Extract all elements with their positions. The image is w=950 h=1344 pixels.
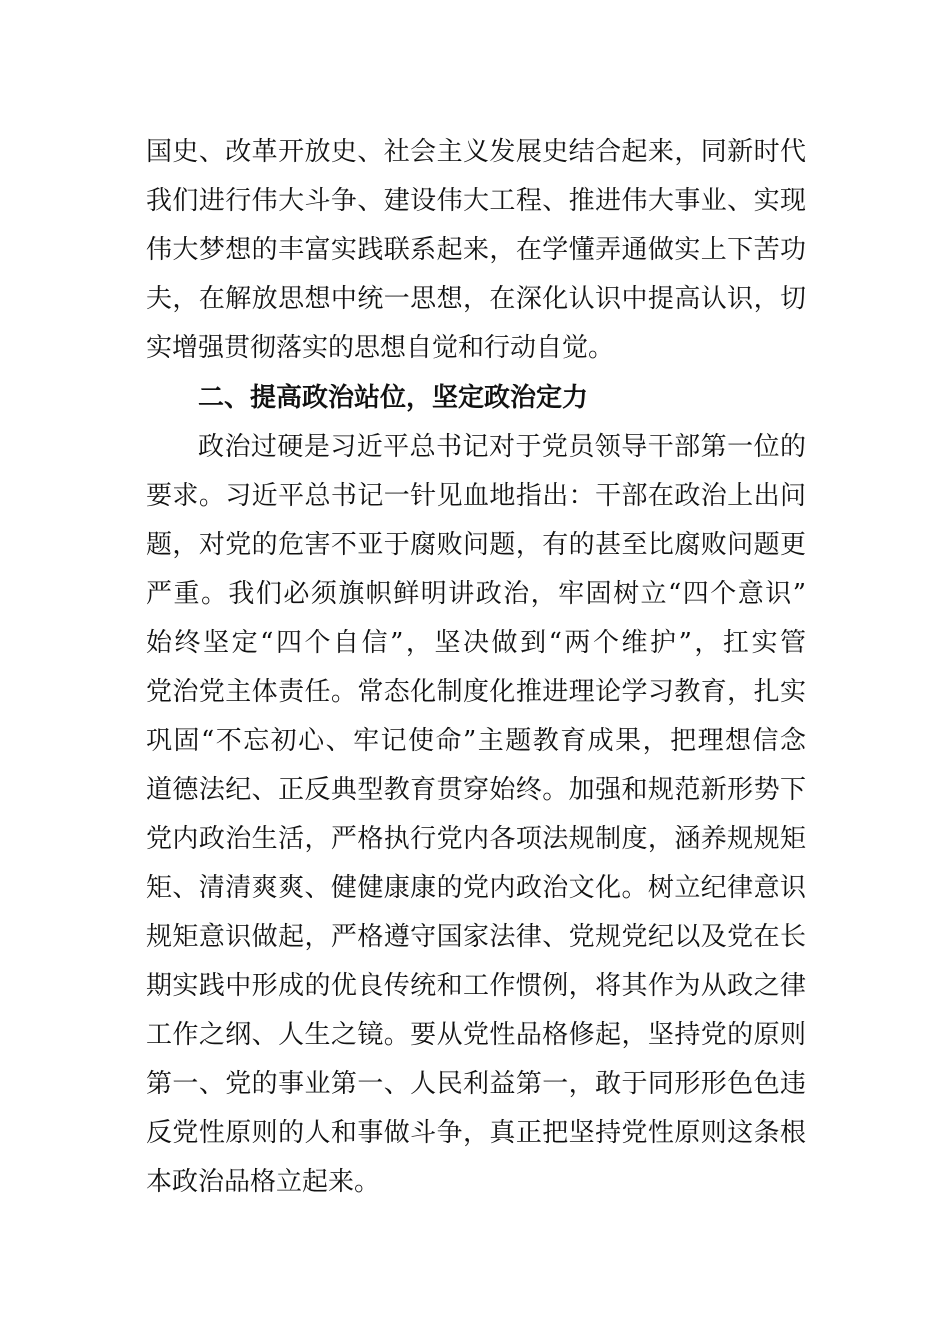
paragraph-1-line: 伟大梦想的丰富实践联系起来，在学懂弄通做实上下苦功 xyxy=(146,235,806,265)
paragraph-2-line: 始终坚定“四个自信”，坚决做到“两个维护”，扛实管 xyxy=(146,628,806,658)
paragraph-2-line: 第一、党的事业第一、人民利益第一，敢于同形形色色违 xyxy=(146,1069,806,1099)
paragraph-2-line: 题，对党的危害不亚于腐败问题，有的甚至比腐败问题更 xyxy=(146,530,806,560)
paragraph-2-line: 期实践中形成的优良传统和工作惯例，将其作为从政之律 xyxy=(146,971,806,1001)
paragraph-2-line: 党内政治生活，严格执行党内各项法规制度，涵养规规矩 xyxy=(146,824,806,854)
paragraph-2-line: 本政治品格立起来。 xyxy=(146,1167,381,1197)
paragraph-2-line: 道德法纪、正反典型教育贯穿始终。加强和规范新形势下 xyxy=(146,775,806,805)
paragraph-2-line: 要求。习近平总书记一针见血地指出：干部在政治上出问 xyxy=(146,481,806,511)
paragraph-1-line: 夫，在解放思想中统一思想，在深化认识中提高认识，切 xyxy=(146,284,806,314)
paragraph-2-line: 矩、清清爽爽、健健康康的党内政治文化。树立纪律意识 xyxy=(146,873,806,903)
section-heading: 二、提高政治站位，坚定政治定力 xyxy=(198,383,589,413)
paragraph-1-line: 国史、改革开放史、社会主义发展史结合起来，同新时代 xyxy=(146,137,806,167)
paragraph-2-line: 规矩意识做起，严格遵守国家法律、党规党纪以及党在长 xyxy=(146,922,806,952)
paragraph-2-line: 工作之纲、人生之镜。要从党性品格修起，坚持党的原则 xyxy=(146,1020,806,1050)
paragraph-2-line: 党治党主体责任。常态化制度化推进理论学习教育，扎实 xyxy=(146,677,806,707)
paragraph-1-line: 实增强贯彻落实的思想自觉和行动自觉。 xyxy=(146,333,615,363)
paragraph-2-line: 严重。我们必须旗帜鲜明讲政治，牢固树立“四个意识” xyxy=(146,579,806,609)
paragraph-2-line: 政治过硬是习近平总书记对于党员领导干部第一位的 xyxy=(198,432,806,462)
paragraph-2-line: 巩固“不忘初心、牢记使命”主题教育成果，把理想信念 xyxy=(146,726,806,756)
paragraph-1-line: 我们进行伟大斗争、建设伟大工程、推进伟大事业、实现 xyxy=(146,186,806,216)
paragraph-2-line: 反党性原则的人和事做斗争，真正把坚持党性原则这条根 xyxy=(146,1118,806,1148)
